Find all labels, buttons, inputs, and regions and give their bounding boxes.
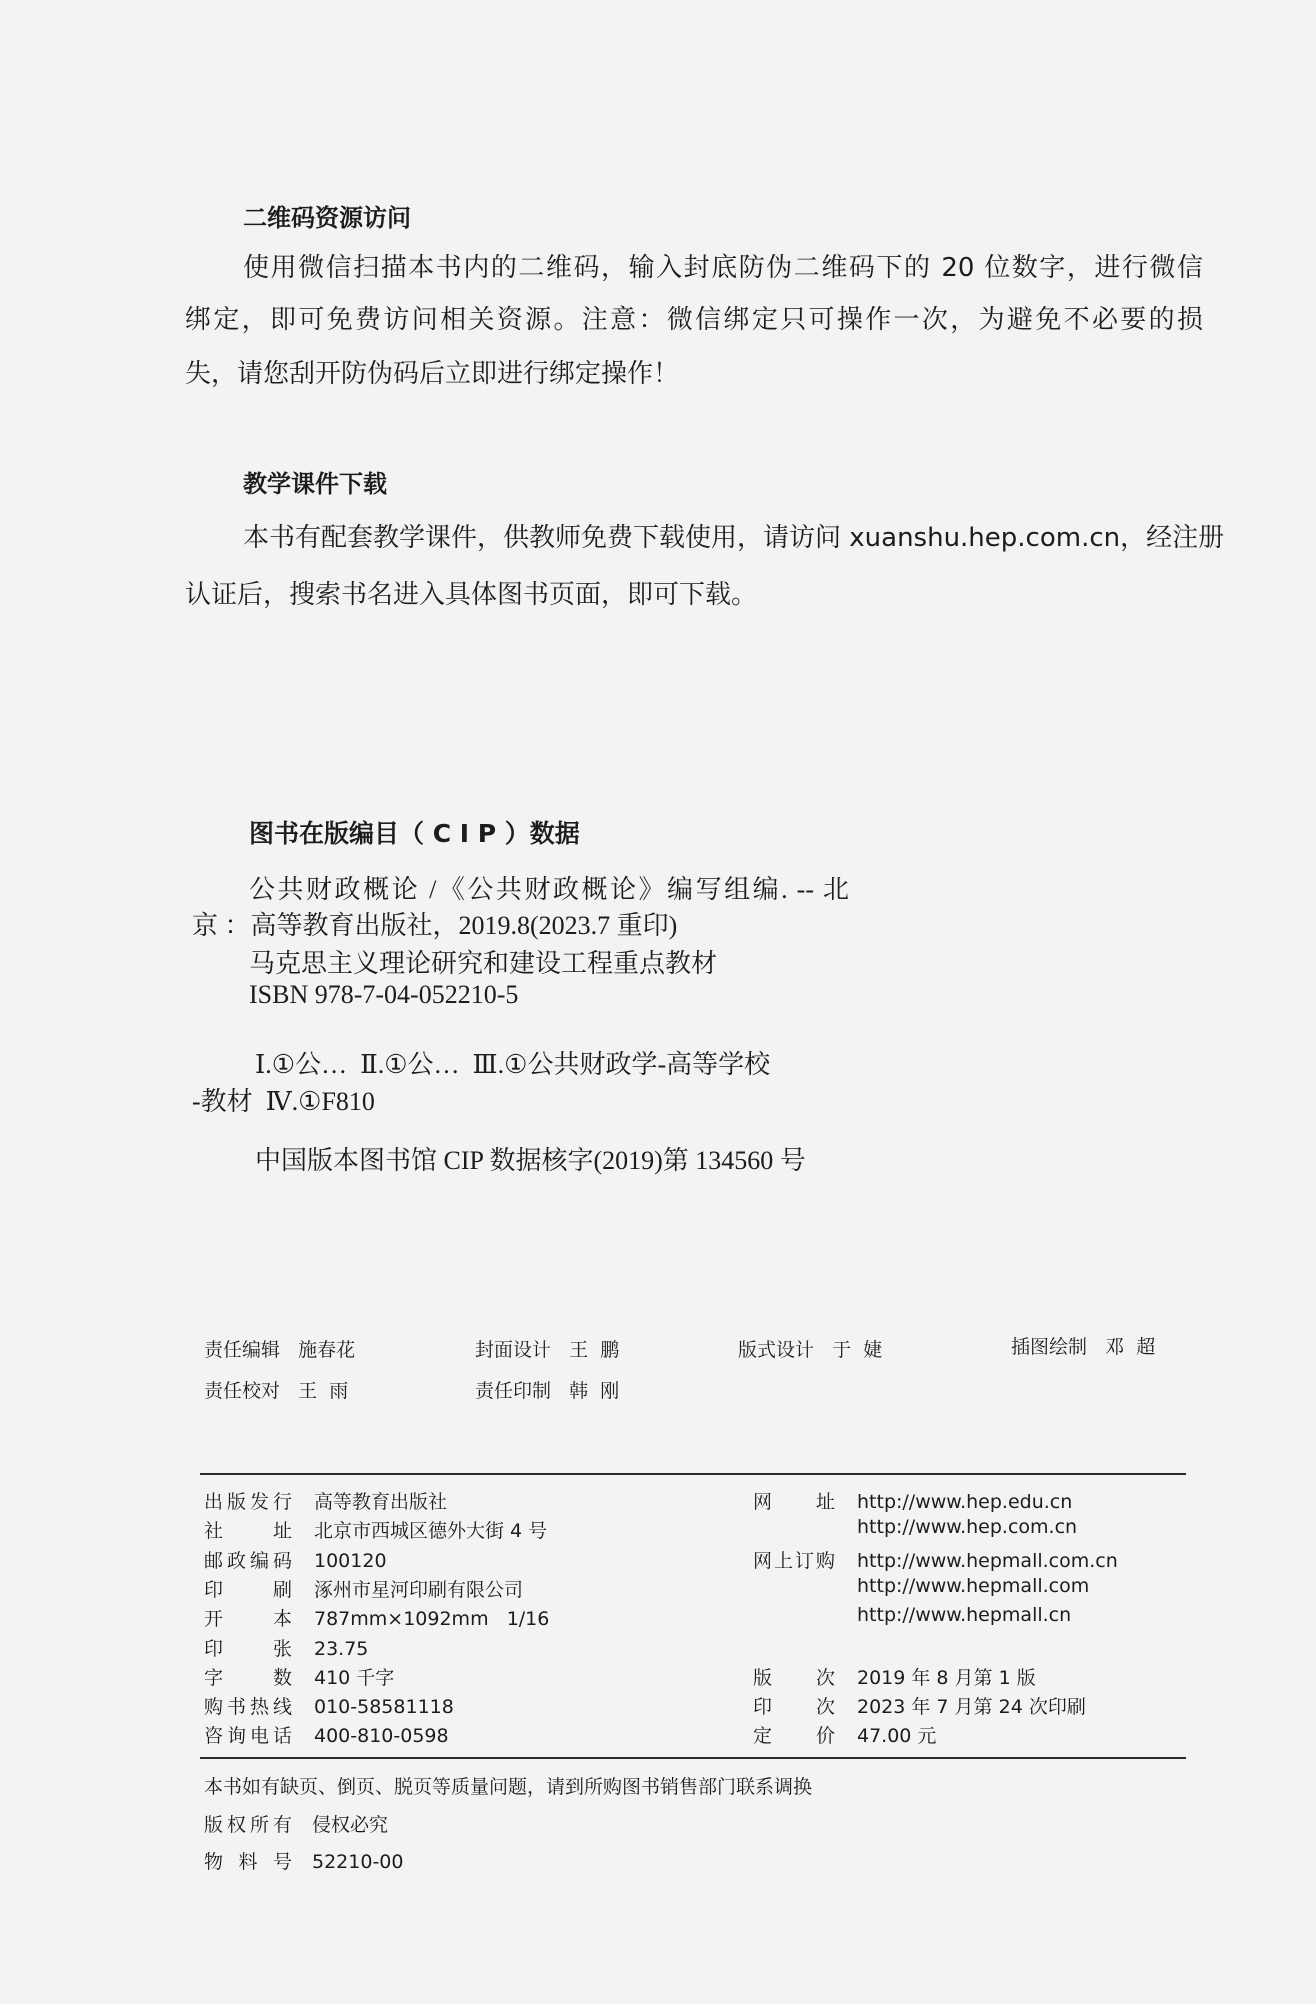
info-row: 字数 410 千字 bbox=[204, 1666, 395, 1689]
info-row: 网址 http://www.hep.edu.cn bbox=[753, 1491, 1073, 1513]
info-row: 印刷 涿州市星河印刷有限公司 bbox=[204, 1578, 524, 1601]
copyright-row: 版权所有 侵权必究 bbox=[204, 1814, 389, 1836]
courseware-section-line: 本书有配套教学课件，供教师免费下载使用，请访问 xuanshu.hep.com.cn，经注册 bbox=[243, 523, 1225, 553]
info-row: 网上订购 http://www.hepmall.com.cn bbox=[753, 1549, 1118, 1572]
info-row: 咨询电话 400-810-0598 bbox=[204, 1725, 449, 1748]
divider-bottom bbox=[200, 1757, 1186, 1759]
quality-notice: 本书如有缺页、倒页、脱页等质量问题，请到所购图书销售部门联系调换 bbox=[204, 1776, 813, 1798]
qr-section-line: 失，请您刮开防伪码后立即进行绑定操作！ bbox=[185, 359, 680, 389]
info-row: 社址 北京市西城区德外大街 4 号 bbox=[204, 1520, 548, 1543]
info-row: http://www.hepmall.com bbox=[857, 1574, 1090, 1597]
info-row: 邮政编码 100120 bbox=[204, 1549, 387, 1572]
credit-illustration: 插图绘制 邓 超 bbox=[1011, 1336, 1156, 1358]
material-number-row: 物 料 号 52210-00 bbox=[204, 1851, 404, 1873]
info-row: 印张 23.75 bbox=[204, 1637, 369, 1660]
info-row: 定价 47.00 元 bbox=[753, 1725, 937, 1748]
courseware-section-line: 认证后，搜索书名进入具体图书页面，即可下载。 bbox=[185, 580, 758, 610]
info-row: 开本 787mm×1092mm 1/16 bbox=[204, 1608, 550, 1631]
qr-section-line: 使用微信扫描本书内的二维码，输入封底防伪二维码下的 20 位数字，进行微信 bbox=[243, 253, 1203, 283]
credit-cover-design: 封面设计 王 鹏 bbox=[475, 1339, 620, 1361]
cip-classification: Ⅰ.①公… Ⅱ.①公… Ⅲ.①公共财政学-高等学校 bbox=[255, 1050, 771, 1079]
cip-publisher-line: 京 ：高等教育出版社，2019.8(2023.7 重印) bbox=[192, 911, 678, 940]
info-row: http://www.hep.com.cn bbox=[857, 1516, 1078, 1539]
cip-series-line: 马克思主义理论研究和建设工程重点教材 bbox=[249, 949, 718, 978]
cip-heading: 图书在版编目（ C I P ）数据 bbox=[249, 819, 580, 848]
credit-editor: 责任编辑 施春花 bbox=[204, 1339, 356, 1361]
info-row: 出版发行 高等教育出版社 bbox=[204, 1491, 448, 1513]
info-row: 购书热线 010-58581118 bbox=[204, 1696, 454, 1719]
info-row: http://www.hepmall.cn bbox=[857, 1604, 1072, 1627]
info-row: 版次 2019 年 8 月第 1 版 bbox=[753, 1666, 1036, 1689]
info-row: 印次 2023 年 7 月第 24 次印刷 bbox=[753, 1696, 1086, 1719]
cip-record-number: 中国版本图书馆 CIP 数据核字(2019)第 134560 号 bbox=[255, 1146, 806, 1175]
divider-top bbox=[200, 1473, 1186, 1475]
courseware-section-heading: 教学课件下载 bbox=[243, 470, 387, 498]
qr-section-line: 绑定，即可免费访问相关资源。注意：微信绑定只可操作一次，为避免不必要的损 bbox=[185, 305, 1203, 335]
cip-classification: -教材 Ⅳ.①F810 bbox=[192, 1087, 375, 1116]
credit-proofreader: 责任校对 王 雨 bbox=[204, 1380, 349, 1402]
cip-isbn: ISBN 978-7-04-052210-5 bbox=[249, 980, 519, 1009]
qr-section-heading: 二维码资源访问 bbox=[243, 204, 411, 232]
credit-printing: 责任印制 韩 刚 bbox=[475, 1380, 620, 1402]
cip-title-line: 公共财政概论 /《公共财政概论》编写组编. -- 北 bbox=[249, 875, 849, 904]
credit-layout-design: 版式设计 于 婕 bbox=[738, 1339, 883, 1361]
